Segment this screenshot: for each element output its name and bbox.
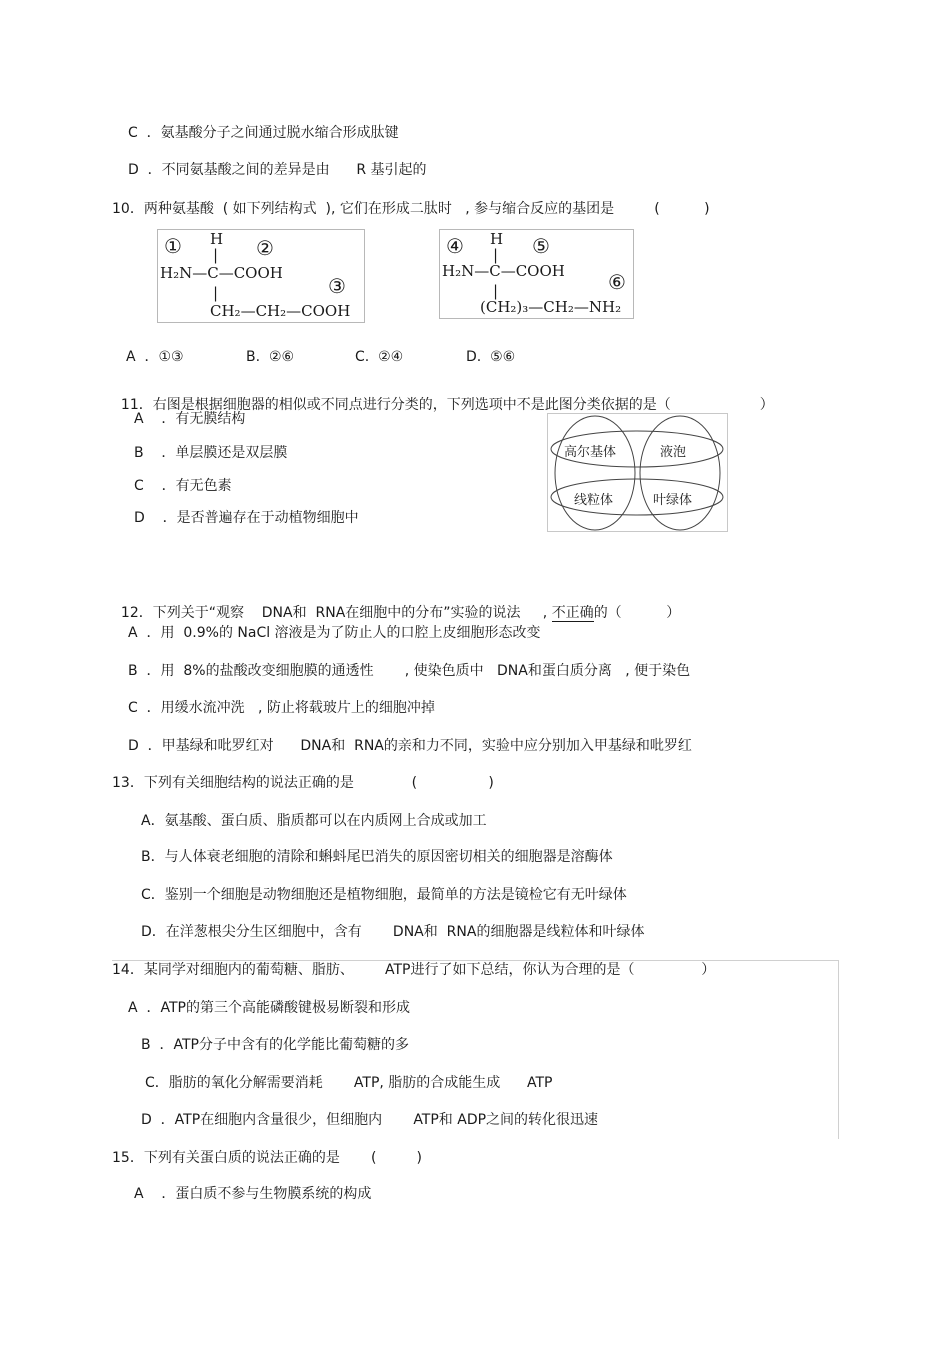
q10-option-c: C. ②④: [355, 349, 404, 365]
formula1-bond-top: |: [213, 246, 219, 264]
formula2-h: H: [490, 230, 504, 248]
q10-option-b: B. ②⑥: [246, 349, 295, 365]
q13-option-d: D．在洋葱根尖分生区细胞中，含有 DNA和 RNA的细胞器是线粒体和叶绿体: [141, 924, 645, 940]
q13-option-a: A．氨基酸、蛋白质、脂质都可以在内质网上合成或加工: [141, 813, 487, 829]
q11-option-a: A ．有无膜结构: [134, 411, 246, 427]
q12-option-b: B ．用 8%的盐酸改变细胞膜的通透性 , 使染色质中 DNA和蛋白质分离 , 便于染色: [128, 663, 691, 679]
amino-acid-formula-1: [157, 229, 365, 323]
q12-stem-post: 的（ ）: [593, 605, 681, 621]
q9-option-c: C ．氨基酸分子之间通过脱水缩合形成肽键: [128, 125, 399, 141]
q14-option-b: B ．ATP分子中含有的化学能比葡萄糖的多: [141, 1037, 409, 1053]
q13-stem: 13．下列有关细胞结构的说法正确的是 ( ): [112, 775, 494, 791]
q12-option-c: C ．用缓水流冲洗 , 防止将载玻片上的细胞冲掉: [128, 700, 435, 716]
q15-option-a: A ．蛋白质不参与生物膜系统的构成: [134, 1186, 372, 1202]
q9-option-d: D ．不同氨基酸之间的差异是由 R 基引起的: [128, 162, 427, 178]
q11-stem-underlined: 分类: [572, 397, 601, 413]
q12-stem-pre: 12．下列关于“观察 DNA和 RNA在细胞中的分布”实验的说法 ,: [120, 605, 552, 621]
q11-option-b: B ．单层膜还是双层膜: [134, 445, 288, 461]
formula1-main: H₂N—C—COOH: [160, 264, 283, 282]
circle-6: ⑥: [608, 270, 626, 294]
q14-stem: 14．某同学对细胞内的葡萄糖、脂肪、 ATP进行了如下总结，你认为合理的是（ ）: [112, 962, 716, 978]
label-golgi: 高尔基体: [564, 445, 617, 460]
formula2-bond-top: |: [493, 246, 499, 264]
amino-acid-formula-2: [439, 229, 634, 319]
circle-3: ③: [328, 274, 346, 298]
circle-2: ②: [256, 236, 274, 260]
q12-option-a: A ．用 0.9%的 NaCl 溶液是为了防止人的口腔上皮细胞形态改变: [128, 625, 541, 641]
q10-option-a: A ．①③: [126, 349, 184, 365]
q14-option-d: D ．ATP在细胞内含量很少，但细胞内 ATP和 ADP之间的转化很迅速: [141, 1112, 599, 1128]
q10-option-d: D. ⑤⑥: [466, 349, 516, 365]
q14-option-a: A ．ATP的第三个高能磷酸键极易断裂和形成: [128, 1000, 410, 1016]
q12-option-d: D ．甲基绿和吡罗红对 DNA和 RNA的亲和力不同，实验中应分别加入甲基绿和吡罗红: [128, 738, 692, 754]
organelle-venn-svg: [548, 414, 727, 531]
q11-stem-post: 依据的是（ ）: [600, 397, 774, 413]
q11-stem: [112, 378, 774, 414]
formula1-bond-bottom: |: [213, 284, 219, 302]
formula2-chain: (CH₂)₃—CH₂—NH₂: [480, 298, 622, 316]
circle-5: ⑤: [532, 234, 550, 258]
formula1-chain: CH₂—CH₂—COOH: [210, 302, 351, 320]
formula2-bond-bottom: |: [493, 282, 499, 300]
label-chloroplast: 叶绿体: [653, 493, 693, 508]
q10-stem: 10．两种氨基酸 ( 如下列结构式 ), 它们在形成二肽时 , 参与缩合反应的基团是 ( ): [112, 201, 710, 217]
q12-stem-underlined: 不正确: [551, 605, 594, 621]
q13-option-c: C．鉴别一个细胞是动物细胞还是植物细胞，最简单的方法是镜检它有无叶绿体: [141, 887, 627, 903]
q14-option-c: C．脂肪的氧化分解需要消耗 ATP, 脂肪的合成能生成 ATP: [145, 1075, 553, 1091]
q11-option-c: C ．有无色素: [134, 478, 232, 494]
q12-stem: [112, 586, 680, 622]
formula2-main: H₂N—C—COOH: [442, 262, 565, 280]
circle-4: ④: [446, 234, 464, 258]
formula1-h: H: [210, 230, 224, 248]
circle-1: ①: [164, 234, 182, 258]
q15-stem: 15．下列有关蛋白质的说法正确的是 ( ): [112, 1150, 422, 1166]
q11-option-d: D ．是否普遍存在于动植物细胞中: [134, 510, 359, 526]
q11-stem-pre: 11．右图是根据细胞器的相似或不同点进行分类的，下列选项中不是此图: [120, 397, 573, 413]
label-mitochondria: 线粒体: [574, 493, 614, 508]
label-vacuole: 液泡: [660, 445, 687, 460]
organelle-classification-diagram: [547, 413, 728, 532]
q13-option-b: B．与人体衰老细胞的清除和蝌蚪尾巴消失的原因密切相关的细胞器是溶酶体: [141, 849, 613, 865]
